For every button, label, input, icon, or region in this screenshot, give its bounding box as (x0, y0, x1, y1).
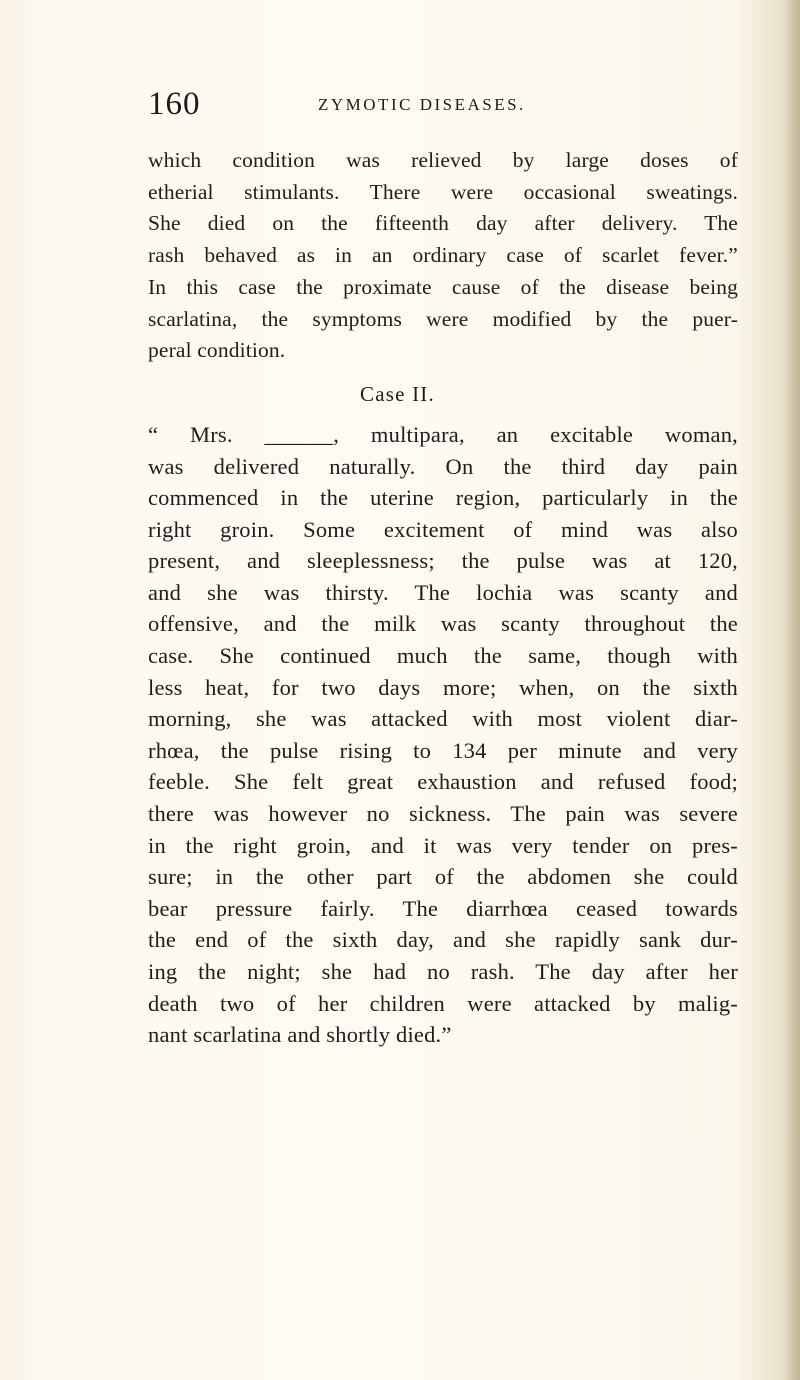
paragraph-2 (148, 419, 738, 1051)
text-line: there was however no sickness. The pain was severe (148, 801, 738, 827)
paragraph-1 (148, 145, 738, 367)
case-heading: Case II. (360, 381, 435, 406)
page-number: 160 (148, 86, 201, 122)
running-head (148, 86, 738, 126)
text-line: offensive, and the milk was scanty throughout the (148, 611, 738, 637)
text-line: rhœa, the pulse rising to 134 per minute and very (148, 737, 738, 763)
text-line: which condition was relieved by large doses of (148, 148, 738, 172)
body-text (148, 145, 738, 1051)
text-line: was delivered naturally. On the third day pain (148, 453, 738, 479)
text-line: case. She continued much the same, though with (148, 643, 738, 669)
text-line: present, and sleeplessness; the pulse was at 120, (148, 548, 738, 574)
text-line: nant scarlatina and shortly died.” (148, 1022, 452, 1048)
page-edge-shadow (786, 0, 800, 1380)
text-line: scarlatina, the symptoms were modified by the puer- (148, 306, 738, 331)
text-line: the end of the sixth day, and she rapidly sank dur- (148, 927, 738, 953)
text-line: In this case the proximate cause of the disease being (148, 274, 738, 299)
text-line: right groin. Some excitement of mind was also (148, 516, 738, 542)
text-line: etherial stimulants. There were occasional sweatings. (148, 179, 738, 204)
text-line: less heat, for two days more; when, on the sixth (148, 674, 738, 700)
text-line: in the right groin, and it was very tender on pres- (148, 832, 738, 858)
text-line: bear pressure fairly. The diarrhœa ceased towards (148, 895, 738, 921)
running-title: ZYMOTIC DISEASES. (318, 95, 526, 114)
text-line: rash behaved as in an ordinary case of scarlet fever.” (148, 243, 738, 268)
text-line: sure; in the other part of the abdomen she could (148, 864, 738, 890)
text-line: “ Mrs. ______, multipara, an excitable woman, (148, 421, 738, 447)
text-line: She died on the fifteenth day after delivery. The (148, 211, 738, 236)
text-line: and she was thirsty. The lochia was scanty and (148, 579, 738, 605)
text-line: death two of her children were attacked by malig- (148, 990, 738, 1016)
text-line: commenced in the uterine region, particularly in the (148, 485, 738, 511)
text-line: feeble. She felt great exhaustion and refused food; (148, 769, 738, 795)
text-line: peral condition. (148, 338, 286, 363)
text-line: morning, she was attacked with most violent diar- (148, 706, 738, 732)
text-line: ing the night; she had no rash. The day after her (148, 959, 738, 985)
